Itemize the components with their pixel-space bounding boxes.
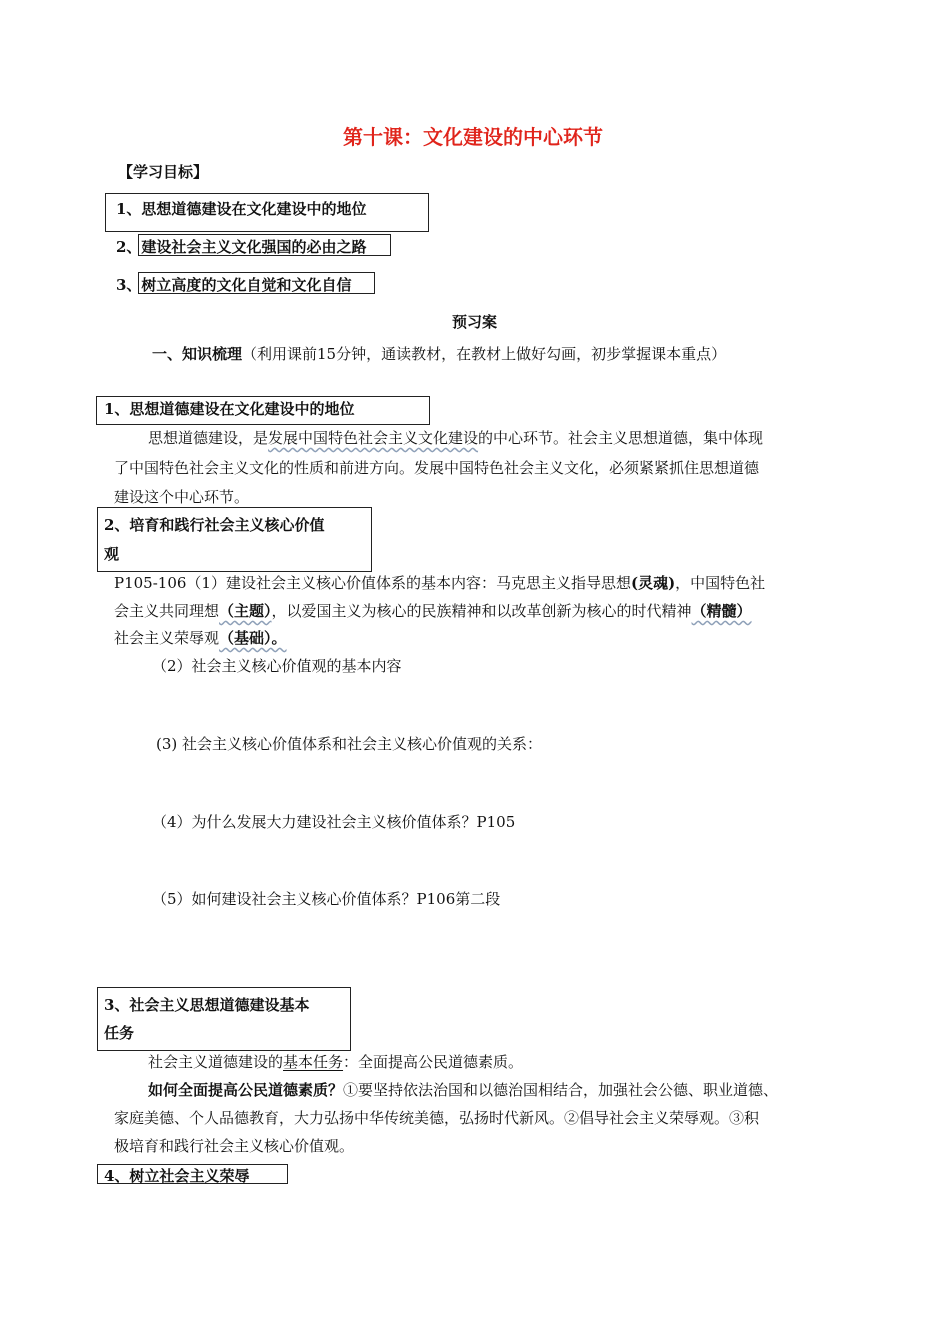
section1-line-3: 建设这个中心环节。 [114, 488, 250, 506]
preview-heading: 预习案 [452, 313, 498, 331]
section1-line-1 [148, 428, 763, 448]
section3-line-3: 家庭美德、个人品德教育，大力弘扬中华传统美德，弘扬时代新风。②倡导社会主义荣辱观。③积 [114, 1109, 760, 1127]
goal-item-3: 3、树立高度的文化自觉和文化自信 [116, 276, 352, 294]
question-5: （5）如何建设社会主义核心价值体系？P106第二段 [152, 890, 501, 908]
goal-item-1: 1、思想道德建设在文化建设中的地位 [116, 200, 367, 218]
section3-heading-2: 任务 [104, 1024, 135, 1042]
section2-line-1 [114, 573, 765, 593]
section1-heading: 1、思想道德建设在文化建设中的地位 [104, 400, 355, 418]
s2-l2-pre: 会主义共同理想 [114, 602, 220, 620]
section2-heading-1: 2、培育和践行社会主义核心价值 [104, 516, 325, 534]
s3-p2-bold: 如何全面提高公民道德素质？ [148, 1081, 344, 1099]
page-title: 第十课：文化建设的中心环节 [343, 125, 603, 149]
section2-line-2 [114, 601, 752, 621]
s2-l2-bold2: （精髓） [691, 602, 752, 620]
section3-line-4: 极培育和践行社会主义核心价值观。 [114, 1137, 355, 1155]
s3-p1-ul: 基本任务 [283, 1053, 344, 1071]
s3-p1-post: ：全面提高公民道德素质。 [343, 1053, 524, 1071]
s2-l2-bold1: （主题） [219, 602, 272, 620]
section4-heading: 4、树立社会主义荣辱 [104, 1167, 250, 1185]
s3-p1-pre: 社会主义道德建设的 [148, 1053, 284, 1071]
question-4: （4）为什么发展大力建设社会主义核价值体系？P105 [152, 813, 516, 831]
question-3: (3) 社会主义核心价值体系和社会主义核心价值观的关系： [156, 735, 543, 753]
s2-l3-bold: （基础）。 [219, 629, 287, 647]
section2-line-3 [114, 628, 287, 648]
s2-l2-mid: ，以爱国主义为核心的民族精神和以改革创新为核心的时代精神 [271, 602, 692, 620]
section1-line-2: 了中国特色社会主义文化的性质和前进方向。发展中国特色社会主义文化，必须紧紧抓住思想道德 [114, 459, 760, 477]
s3-p2-rest: ①要坚持依法治国和以德治国相结合，加强社会公德、职业道德、 [343, 1081, 779, 1099]
knowledge-label: 一、知识梳理 [152, 345, 243, 363]
s2-l1-bold: (灵魂) [630, 574, 676, 592]
section3-heading-1: 3、社会主义思想道德建设基本 [104, 996, 310, 1014]
section3-line-1 [148, 1052, 523, 1072]
knowledge-note: （利用课前15分钟，通读教材，在教材上做好勾画，初步掌握课本重点） [242, 345, 727, 363]
goals-heading: 【学习目标】 [118, 163, 209, 181]
goal-item-2: 2、建设社会主义文化强国的必由之路 [116, 238, 367, 256]
section1-underlined: 发展中国特色社会主义文化建设 [268, 429, 479, 447]
s2-l1-pre: P105-106（1）建设社会主义核心价值体系的基本内容：马克思主义指导思想 [114, 574, 631, 592]
question-2: （2）社会主义核心价值观的基本内容 [152, 657, 402, 675]
section1-text-b: 的中心环节。社会主义思想道德，集中体现 [478, 429, 764, 447]
s2-l3-pre: 社会主义荣辱观 [114, 629, 220, 647]
knowledge-line [152, 343, 726, 364]
section2-heading-2: 观 [104, 545, 120, 563]
section1-text-a: 思想道德建设，是 [148, 429, 269, 447]
s2-l1-post: ，中国特色社 [675, 574, 766, 592]
section3-line-2 [148, 1080, 778, 1100]
